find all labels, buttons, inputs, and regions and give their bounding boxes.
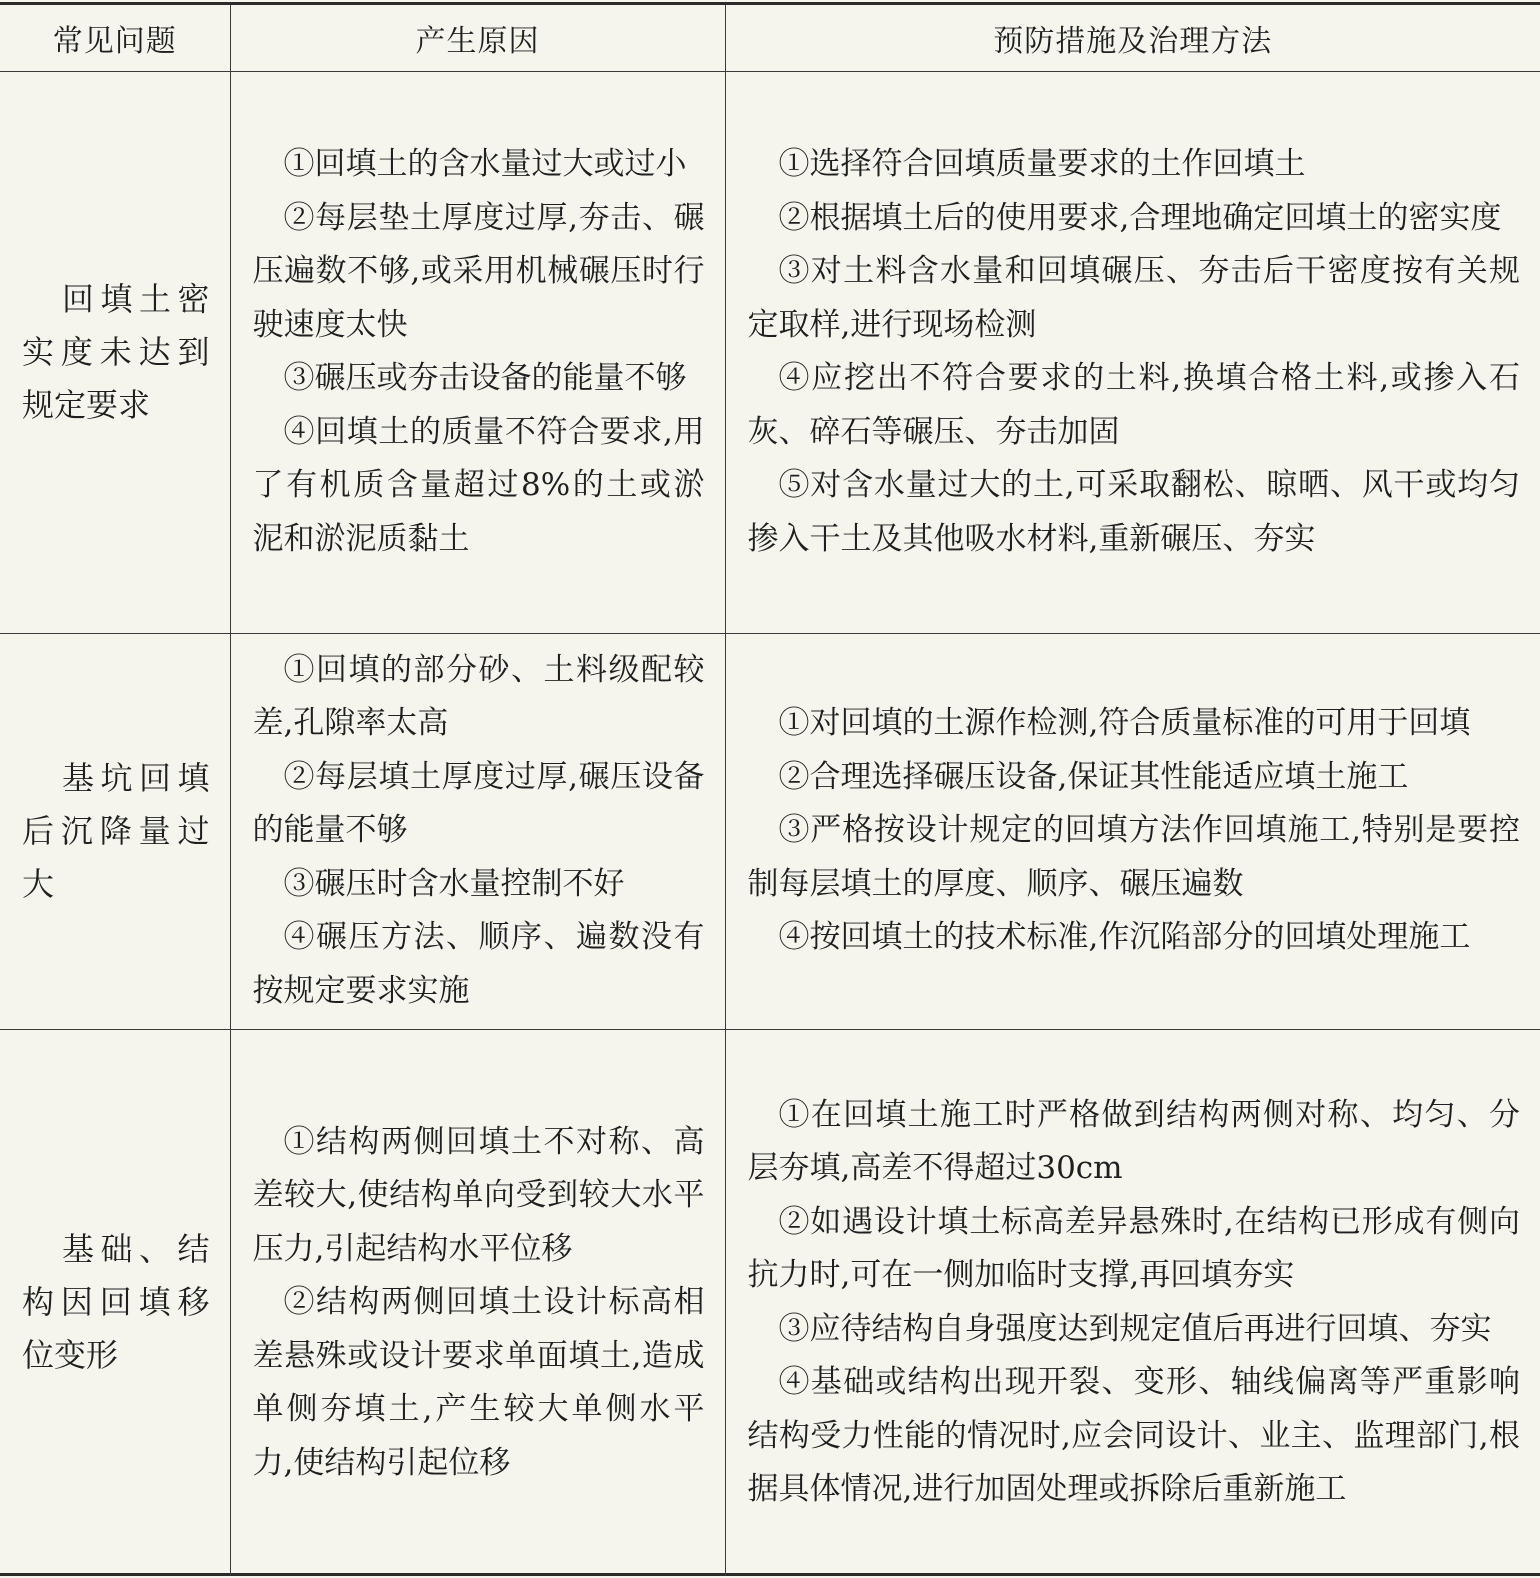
construction-issues-table: [0, 5, 1540, 1576]
cause-item: ①回填土的含水量过大或过小: [283, 146, 687, 182]
cause-item: ④回填土的质量不符合要求,用了有机质含量超过8%的土或淤泥和淤泥质黏土: [252, 413, 705, 557]
cause-cell: [230, 1029, 725, 1576]
measure-item: ④应挖出不符合要求的土料,换填合格土料,或掺入石灰、碎石等碾压、夯击加固: [747, 360, 1520, 450]
measure-cell: [725, 71, 1540, 633]
cause-item: ④碾压方法、顺序、遍数没有按规定要求实施: [252, 919, 705, 1009]
measure-item: ②根据填土后的使用要求,合理地确定回填土的密实度: [778, 199, 1502, 236]
problem-text: 基础、结构因回填移位变形: [22, 1230, 210, 1375]
measure-item: ③对土料含水量和回填碾压、夯击后干密度按有关规定取样,进行现场检测: [747, 253, 1520, 343]
table-row: [0, 633, 1540, 1029]
cause-item: ③碾压时含水量控制不好: [283, 865, 625, 902]
measure-cell: [725, 1029, 1540, 1576]
cause-item: ①回填的部分砂、土料级配较差,孔隙率太高: [252, 651, 705, 742]
cause-cell: [230, 71, 725, 633]
measure-cell: [725, 633, 1540, 1029]
measure-item: ②合理选择碾压设备,保证其性能适应填土施工: [778, 758, 1409, 795]
construction-issues-table-wrapper: [0, 2, 1540, 1576]
measure-item: ①选择符合回填质量要求的土作回填土: [778, 146, 1306, 182]
measure-item: ①对回填的土源作检测,符合质量标准的可用于回填: [778, 705, 1471, 742]
header-common-problem: 常见问题: [0, 5, 230, 71]
table-row: [0, 1029, 1540, 1576]
problem-cell: [0, 1029, 230, 1576]
measure-item: ④基础或结构出现开裂、变形、轴线偏离等严重影响结构受力性能的情况时,应会同设计、业主、监理部门,根据具体情况,进行加固处理或拆除后重新施工: [747, 1364, 1520, 1508]
cause-item: ②每层填土厚度过厚,碾压设备的能量不够: [252, 758, 705, 849]
measure-item: ④按回填土的技术标准,作沉陷部分的回填处理施工: [778, 919, 1471, 956]
header-prevention-measures: 预防措施及治理方法: [725, 5, 1540, 71]
header-cause: 产生原因: [230, 5, 725, 71]
cause-item: ②每层垫土厚度过厚,夯击、碾压遍数不够,或采用机械碾压时行驶速度太快: [252, 199, 705, 343]
cause-item: ②结构两侧回填土设计标高相差悬殊或设计要求单面填土,造成单侧夯填土,产生较大单侧水平力,使结构引起位移: [252, 1284, 705, 1481]
problem-cell: [0, 633, 230, 1029]
measure-item: ⑤对含水量过大的土,可采取翻松、晾晒、风干或均匀掺入干土及其他吸水材料,重新碾压、夯实: [747, 467, 1520, 557]
cause-item: ③碾压或夯击设备的能量不够: [283, 360, 687, 396]
problem-cell: [0, 71, 230, 633]
measure-item: ③严格按设计规定的回填方法作回填施工,特别是要控制每层填土的厚度、顺序、碾压遍数: [747, 812, 1520, 902]
cause-item: ①结构两侧回填土不对称、高差较大,使结构单向受到较大水平压力,引起结构水平位移: [252, 1123, 705, 1267]
table-row: [0, 71, 1540, 633]
measure-item: ②如遇设计填土标高差异悬殊时,在结构已形成有侧向抗力时,可在一侧加临时支撑,再回填夯实: [747, 1203, 1520, 1294]
table-header-row: [0, 5, 1540, 71]
cause-cell: [230, 633, 725, 1029]
measure-item: ①在回填土施工时严格做到结构两侧对称、均匀、分层夯填,高差不得超过30cm: [747, 1096, 1520, 1187]
problem-text: 回填土密实度未达到规定要求: [22, 279, 210, 424]
problem-text: 基坑回填后沉降量过大: [22, 758, 210, 903]
measure-item: ③应待结构自身强度达到规定值后再进行回填、夯实: [778, 1310, 1492, 1347]
